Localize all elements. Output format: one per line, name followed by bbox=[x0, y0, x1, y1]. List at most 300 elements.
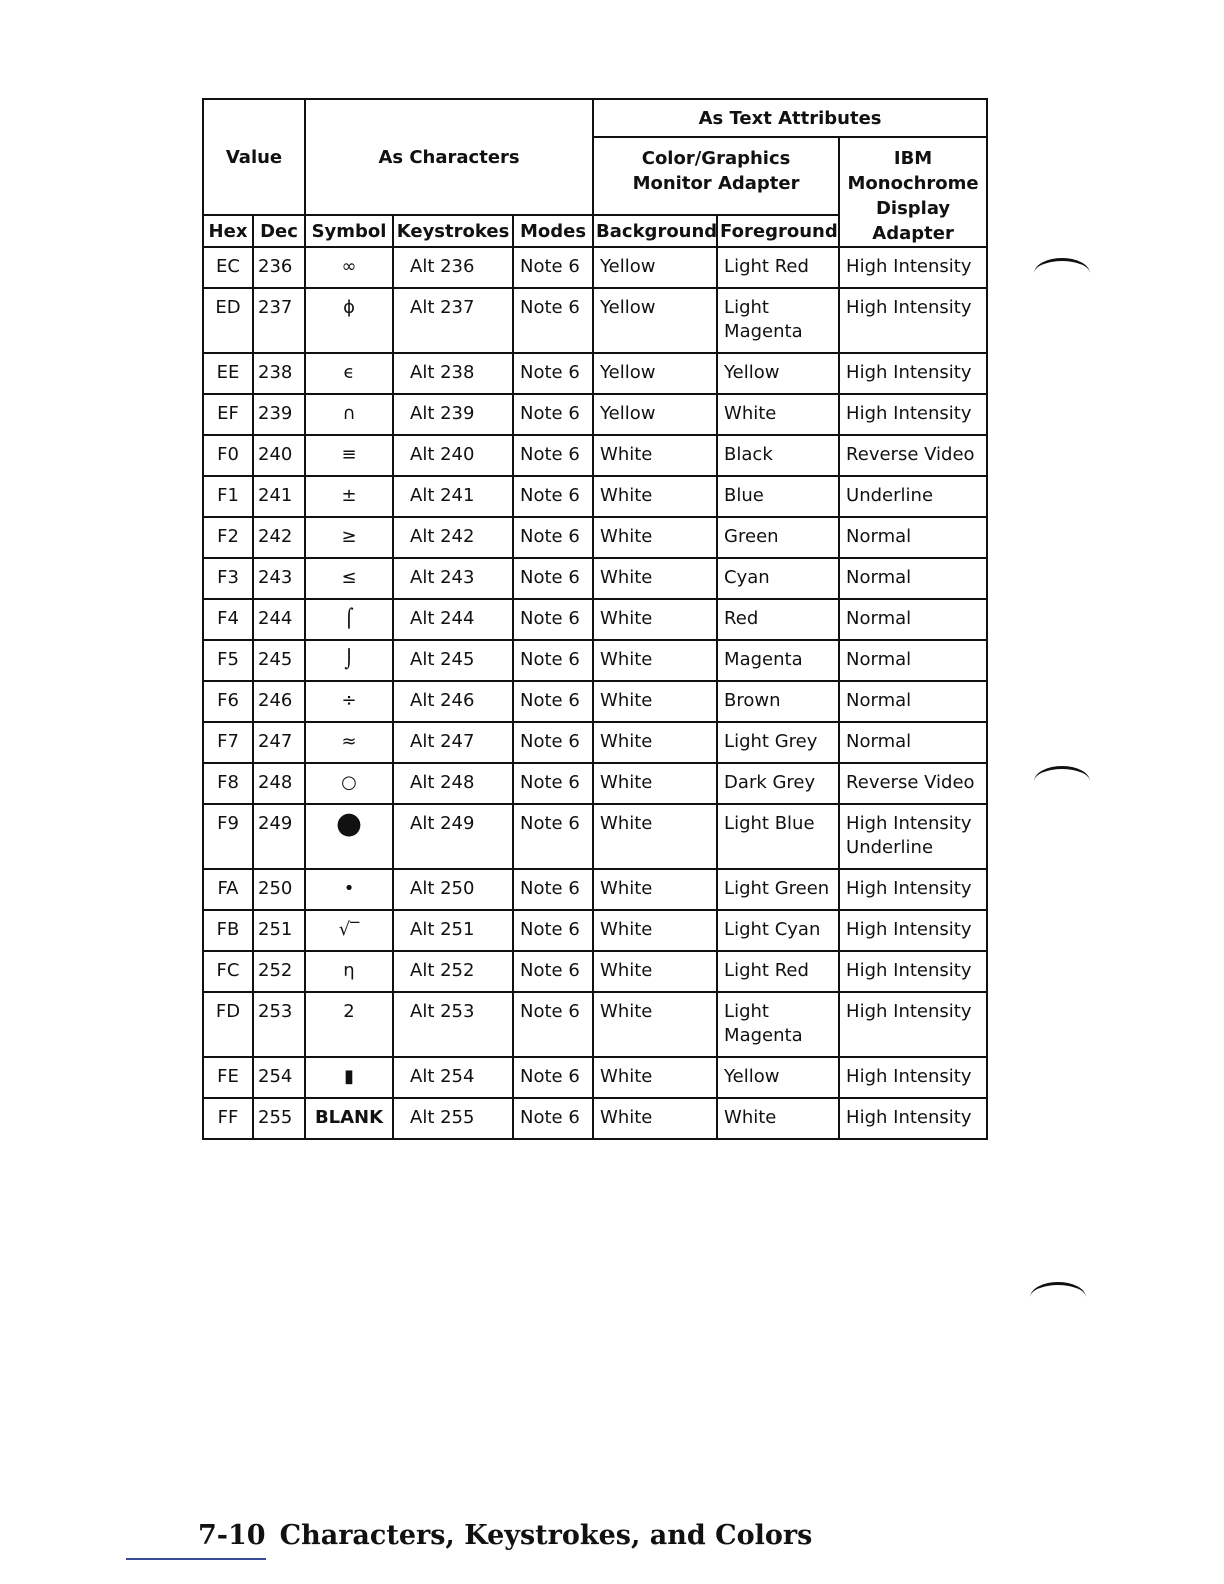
background-cell bbox=[593, 910, 717, 951]
foreground-cell bbox=[717, 288, 839, 353]
hex-cell bbox=[203, 1057, 253, 1098]
mono-attribute-cell bbox=[839, 992, 987, 1057]
keystrokes-cell bbox=[393, 517, 513, 558]
table-row bbox=[203, 869, 987, 910]
background-cell bbox=[593, 992, 717, 1057]
background-cell-text: White bbox=[600, 444, 653, 465]
table-row bbox=[203, 1098, 987, 1139]
ibm-mono-header: IBM Monochrome Display Adapter bbox=[839, 137, 987, 247]
keystrokes-cell-text: Alt 245 bbox=[410, 649, 475, 670]
foreground-cell bbox=[717, 394, 839, 435]
modes-cell bbox=[513, 804, 593, 869]
hex-cell bbox=[203, 394, 253, 435]
hex-cell-text: F4 bbox=[217, 608, 239, 629]
dec-cell-text: 243 bbox=[258, 567, 293, 588]
dec-cell-text: 252 bbox=[258, 960, 293, 981]
modes-cell-text: Note 6 bbox=[520, 485, 580, 506]
foreground-cell-text: Brown bbox=[724, 690, 781, 711]
table-row bbox=[203, 476, 987, 517]
mono-attribute-cell-text: High Intensity bbox=[846, 403, 972, 424]
dec-cell-text: 254 bbox=[258, 1066, 293, 1087]
background-cell-text: White bbox=[600, 690, 653, 711]
table-row bbox=[203, 992, 987, 1057]
foreground-cell-text: Magenta bbox=[724, 649, 803, 670]
background-cell bbox=[593, 681, 717, 722]
mono-attribute-cell-text: High Intensity bbox=[846, 919, 972, 940]
symbol-cell-text: • bbox=[343, 878, 355, 899]
foreground-cell-text: Light Red bbox=[724, 960, 809, 981]
mono-attribute-cell bbox=[839, 517, 987, 558]
table-row bbox=[203, 353, 987, 394]
modes-cell-text: Note 6 bbox=[520, 403, 580, 424]
color-graphics-header: Color/Graphics Monitor Adapter bbox=[593, 137, 839, 215]
dec-cell bbox=[253, 681, 305, 722]
mono-attribute-cell-text: Reverse Video bbox=[846, 772, 975, 793]
symbol-header: Symbol bbox=[305, 215, 393, 247]
hex-cell-text: F3 bbox=[217, 567, 239, 588]
mono-attribute-cell bbox=[839, 599, 987, 640]
modes-cell-text: Note 6 bbox=[520, 444, 580, 465]
keystrokes-cell-text: Alt 241 bbox=[410, 485, 475, 506]
background-cell bbox=[593, 763, 717, 804]
dec-cell bbox=[253, 869, 305, 910]
as-text-attributes-header: As Text Attributes bbox=[593, 99, 987, 137]
foreground-cell bbox=[717, 640, 839, 681]
foreground-cell bbox=[717, 1057, 839, 1098]
dec-cell-text: 248 bbox=[258, 772, 293, 793]
background-cell-text: White bbox=[600, 1001, 653, 1022]
mono-attribute-cell bbox=[839, 435, 987, 476]
modes-cell bbox=[513, 992, 593, 1057]
mono-attribute-cell-text: Normal bbox=[846, 567, 912, 588]
dec-cell bbox=[253, 763, 305, 804]
foreground-cell bbox=[717, 247, 839, 288]
symbol-cell-text: ∞ bbox=[341, 256, 357, 277]
symbol-cell bbox=[305, 681, 393, 722]
hex-cell bbox=[203, 435, 253, 476]
hex-cell bbox=[203, 599, 253, 640]
modes-cell-text: Note 6 bbox=[520, 608, 580, 629]
symbol-cell-text: ϵ bbox=[343, 362, 355, 383]
keystrokes-cell bbox=[393, 288, 513, 353]
page-tab-mark bbox=[1034, 766, 1090, 797]
hex-cell bbox=[203, 1098, 253, 1139]
hex-cell bbox=[203, 763, 253, 804]
character-attributes-table bbox=[202, 98, 988, 1140]
dec-cell-text: 247 bbox=[258, 731, 293, 752]
value-header: Value bbox=[203, 99, 305, 215]
modes-cell bbox=[513, 681, 593, 722]
dec-cell bbox=[253, 599, 305, 640]
symbol-cell-text: η bbox=[343, 960, 355, 981]
symbol-cell bbox=[305, 1098, 393, 1139]
symbol-cell-text: ≈ bbox=[341, 731, 357, 752]
keystrokes-cell bbox=[393, 951, 513, 992]
modes-cell-text: Note 6 bbox=[520, 878, 580, 899]
mono-attribute-cell bbox=[839, 288, 987, 353]
dec-cell bbox=[253, 1098, 305, 1139]
keystrokes-cell-text: Alt 253 bbox=[410, 1001, 475, 1022]
table-row bbox=[203, 681, 987, 722]
modes-cell bbox=[513, 869, 593, 910]
background-cell-text: White bbox=[600, 960, 653, 981]
keystrokes-cell bbox=[393, 992, 513, 1057]
dec-cell-text: 250 bbox=[258, 878, 293, 899]
symbol-cell bbox=[305, 599, 393, 640]
modes-cell-text: Note 6 bbox=[520, 526, 580, 547]
keystrokes-cell-text: Alt 250 bbox=[410, 878, 475, 899]
keystrokes-cell bbox=[393, 247, 513, 288]
table-body bbox=[203, 247, 987, 1139]
dec-cell bbox=[253, 722, 305, 763]
symbol-cell-text: ≡ bbox=[341, 444, 357, 465]
keystrokes-cell bbox=[393, 394, 513, 435]
background-cell bbox=[593, 517, 717, 558]
hex-cell-text: EF bbox=[217, 403, 239, 424]
dec-cell bbox=[253, 992, 305, 1057]
mono-attribute-cell-text: Reverse Video bbox=[846, 444, 975, 465]
modes-cell-text: Note 6 bbox=[520, 1107, 580, 1128]
modes-cell bbox=[513, 1057, 593, 1098]
dec-cell-text: 238 bbox=[258, 362, 293, 383]
symbol-cell bbox=[305, 640, 393, 681]
mono-attribute-cell-text: High Intensity bbox=[846, 878, 972, 899]
hex-cell bbox=[203, 517, 253, 558]
symbol-cell-text: ● bbox=[335, 806, 363, 841]
foreground-cell-text: Light Cyan bbox=[724, 919, 821, 940]
table-row bbox=[203, 910, 987, 951]
foreground-cell-text: White bbox=[724, 403, 777, 424]
table-row bbox=[203, 599, 987, 640]
background-cell-text: Yellow bbox=[600, 362, 656, 383]
dec-cell bbox=[253, 804, 305, 869]
hex-cell-text: FD bbox=[215, 1001, 241, 1022]
keystrokes-cell bbox=[393, 763, 513, 804]
keystrokes-cell-text: Alt 236 bbox=[410, 256, 475, 277]
hex-cell-text: F2 bbox=[217, 526, 239, 547]
symbol-cell-text: ≤ bbox=[341, 567, 357, 588]
background-cell-text: Yellow bbox=[600, 403, 656, 424]
mono-attribute-cell-text: Normal bbox=[846, 526, 912, 547]
mono-attribute-cell bbox=[839, 681, 987, 722]
keystrokes-cell bbox=[393, 910, 513, 951]
table-row bbox=[203, 804, 987, 869]
modes-cell bbox=[513, 517, 593, 558]
modes-header: Modes bbox=[513, 215, 593, 247]
dec-cell-text: 241 bbox=[258, 485, 293, 506]
keystrokes-cell-text: Alt 240 bbox=[410, 444, 475, 465]
background-cell bbox=[593, 247, 717, 288]
mono-attribute-cell-text: High Intensity Underline bbox=[846, 813, 972, 858]
table-row bbox=[203, 394, 987, 435]
dec-cell-text: 240 bbox=[258, 444, 293, 465]
background-cell bbox=[593, 476, 717, 517]
foreground-cell-text: Blue bbox=[724, 485, 764, 506]
foreground-cell bbox=[717, 992, 839, 1057]
dec-cell-text: 239 bbox=[258, 403, 293, 424]
symbol-cell-text: ▮ bbox=[344, 1066, 354, 1087]
footer-rule bbox=[126, 1558, 266, 1560]
foreground-cell bbox=[717, 1098, 839, 1139]
background-cell-text: White bbox=[600, 567, 653, 588]
background-cell-text: White bbox=[600, 608, 653, 629]
modes-cell bbox=[513, 722, 593, 763]
dec-cell bbox=[253, 640, 305, 681]
dec-cell-text: 242 bbox=[258, 526, 293, 547]
mono-attribute-cell bbox=[839, 722, 987, 763]
keystrokes-cell bbox=[393, 558, 513, 599]
hex-cell-text: FE bbox=[217, 1066, 239, 1087]
modes-cell-text: Note 6 bbox=[520, 772, 580, 793]
keystrokes-cell-text: Alt 239 bbox=[410, 403, 475, 424]
foreground-cell-text: Cyan bbox=[724, 567, 770, 588]
modes-cell bbox=[513, 599, 593, 640]
modes-cell bbox=[513, 951, 593, 992]
keystrokes-cell-text: Alt 246 bbox=[410, 690, 475, 711]
hex-cell-text: EC bbox=[216, 256, 240, 277]
as-characters-header: As Characters bbox=[305, 99, 593, 215]
mono-attribute-cell bbox=[839, 1057, 987, 1098]
dec-cell bbox=[253, 951, 305, 992]
background-cell bbox=[593, 353, 717, 394]
symbol-cell-text: ○ bbox=[341, 772, 357, 793]
foreground-cell bbox=[717, 517, 839, 558]
table-row bbox=[203, 640, 987, 681]
background-cell-text: White bbox=[600, 731, 653, 752]
dec-cell bbox=[253, 1057, 305, 1098]
symbol-cell bbox=[305, 910, 393, 951]
modes-cell-text: Note 6 bbox=[520, 256, 580, 277]
background-cell-text: White bbox=[600, 485, 653, 506]
foreground-cell bbox=[717, 763, 839, 804]
dec-cell-text: 236 bbox=[258, 256, 293, 277]
dec-cell bbox=[253, 435, 305, 476]
symbol-cell-text: ⌡ bbox=[344, 649, 354, 670]
hex-cell-text: F6 bbox=[217, 690, 239, 711]
hex-cell-text: FB bbox=[216, 919, 240, 940]
dec-cell-text: 249 bbox=[258, 813, 293, 834]
background-header: Background bbox=[593, 215, 717, 247]
mono-attribute-cell-text: Normal bbox=[846, 690, 912, 711]
foreground-cell bbox=[717, 476, 839, 517]
foreground-cell-text: Green bbox=[724, 526, 779, 547]
symbol-cell-text: ϕ bbox=[343, 297, 355, 318]
symbol-cell-text: ≥ bbox=[341, 526, 357, 547]
hex-cell bbox=[203, 910, 253, 951]
background-cell bbox=[593, 804, 717, 869]
hex-cell-text: F7 bbox=[217, 731, 239, 752]
keystrokes-cell-text: Alt 251 bbox=[410, 919, 475, 940]
keystrokes-cell-text: Alt 242 bbox=[410, 526, 475, 547]
foreground-cell-text: Black bbox=[724, 444, 773, 465]
hex-cell bbox=[203, 288, 253, 353]
modes-cell bbox=[513, 247, 593, 288]
hex-cell-text: ED bbox=[215, 297, 241, 318]
keystrokes-cell-text: Alt 237 bbox=[410, 297, 475, 318]
table-row bbox=[203, 1057, 987, 1098]
mono-attribute-cell-text: High Intensity bbox=[846, 960, 972, 981]
dec-cell-text: 251 bbox=[258, 919, 293, 940]
background-cell bbox=[593, 558, 717, 599]
mono-attribute-cell bbox=[839, 247, 987, 288]
keystrokes-cell bbox=[393, 1098, 513, 1139]
keystrokes-cell-text: Alt 247 bbox=[410, 731, 475, 752]
mono-attribute-cell bbox=[839, 951, 987, 992]
hex-cell bbox=[203, 247, 253, 288]
keystrokes-header: Keystrokes bbox=[393, 215, 513, 247]
hex-cell bbox=[203, 869, 253, 910]
symbol-cell bbox=[305, 558, 393, 599]
foreground-cell-text: White bbox=[724, 1107, 777, 1128]
modes-cell bbox=[513, 476, 593, 517]
keystrokes-cell bbox=[393, 804, 513, 869]
hex-cell bbox=[203, 951, 253, 992]
mono-attribute-cell-text: Normal bbox=[846, 608, 912, 629]
foreground-cell bbox=[717, 910, 839, 951]
hex-cell-text: EE bbox=[216, 362, 240, 383]
keystrokes-cell bbox=[393, 722, 513, 763]
modes-cell-text: Note 6 bbox=[520, 297, 580, 318]
mono-attribute-cell-text: Underline bbox=[846, 485, 934, 506]
hex-cell bbox=[203, 476, 253, 517]
symbol-cell bbox=[305, 517, 393, 558]
hex-cell-text: F1 bbox=[217, 485, 239, 506]
background-cell-text: White bbox=[600, 1066, 653, 1087]
page-tab-mark bbox=[1034, 258, 1090, 289]
background-cell-text: White bbox=[600, 526, 653, 547]
symbol-cell bbox=[305, 247, 393, 288]
background-cell bbox=[593, 1057, 717, 1098]
foreground-cell bbox=[717, 951, 839, 992]
hex-cell-text: F0 bbox=[217, 444, 239, 465]
mono-attribute-cell bbox=[839, 763, 987, 804]
foreground-cell bbox=[717, 804, 839, 869]
foreground-cell-text: Yellow bbox=[724, 1066, 780, 1087]
foreground-header: Foreground bbox=[717, 215, 839, 247]
foreground-cell-text: Light Red bbox=[724, 256, 809, 277]
symbol-cell-text: √‾ bbox=[338, 919, 360, 940]
mono-attribute-cell bbox=[839, 558, 987, 599]
hex-cell-text: FF bbox=[217, 1107, 239, 1128]
background-cell-text: White bbox=[600, 649, 653, 670]
mono-attribute-cell-text: Normal bbox=[846, 731, 912, 752]
modes-cell-text: Note 6 bbox=[520, 813, 580, 834]
keystrokes-cell bbox=[393, 640, 513, 681]
foreground-cell bbox=[717, 869, 839, 910]
foreground-cell bbox=[717, 558, 839, 599]
symbol-cell bbox=[305, 476, 393, 517]
modes-cell bbox=[513, 394, 593, 435]
background-cell-text: White bbox=[600, 878, 653, 899]
symbol-cell-text: 2 bbox=[343, 1001, 355, 1022]
hex-cell bbox=[203, 640, 253, 681]
hex-header: Hex bbox=[203, 215, 253, 247]
dec-cell-text: 237 bbox=[258, 297, 293, 318]
foreground-cell-text: Yellow bbox=[724, 362, 780, 383]
page-number: 7-10 bbox=[198, 1520, 266, 1551]
keystrokes-cell bbox=[393, 869, 513, 910]
hex-cell bbox=[203, 681, 253, 722]
symbol-cell bbox=[305, 394, 393, 435]
dec-cell-text: 244 bbox=[258, 608, 293, 629]
keystrokes-cell-text: Alt 238 bbox=[410, 362, 475, 383]
hex-cell-text: FC bbox=[216, 960, 240, 981]
keystrokes-cell bbox=[393, 476, 513, 517]
mono-attribute-cell-text: High Intensity bbox=[846, 1107, 972, 1128]
page-footer bbox=[198, 1520, 812, 1551]
dec-cell bbox=[253, 247, 305, 288]
foreground-cell-text: Light Magenta bbox=[724, 297, 803, 342]
dec-cell-text: 253 bbox=[258, 1001, 293, 1022]
modes-cell-text: Note 6 bbox=[520, 362, 580, 383]
modes-cell bbox=[513, 435, 593, 476]
hex-cell-text: F8 bbox=[217, 772, 239, 793]
table-row bbox=[203, 288, 987, 353]
background-cell bbox=[593, 599, 717, 640]
background-cell bbox=[593, 1098, 717, 1139]
table-row bbox=[203, 763, 987, 804]
modes-cell-text: Note 6 bbox=[520, 731, 580, 752]
table-row bbox=[203, 247, 987, 288]
mono-attribute-cell-text: Normal bbox=[846, 649, 912, 670]
hex-cell-text: F9 bbox=[217, 813, 239, 834]
keystrokes-cell bbox=[393, 1057, 513, 1098]
background-cell bbox=[593, 288, 717, 353]
background-cell bbox=[593, 435, 717, 476]
table-row bbox=[203, 951, 987, 992]
keystrokes-cell bbox=[393, 599, 513, 640]
mono-attribute-cell bbox=[839, 476, 987, 517]
keystrokes-cell-text: Alt 252 bbox=[410, 960, 475, 981]
table-row bbox=[203, 722, 987, 763]
hex-cell bbox=[203, 804, 253, 869]
mono-attribute-cell bbox=[839, 353, 987, 394]
modes-cell-text: Note 6 bbox=[520, 1001, 580, 1022]
symbol-cell bbox=[305, 869, 393, 910]
keystrokes-cell-text: Alt 255 bbox=[410, 1107, 475, 1128]
keystrokes-cell-text: Alt 243 bbox=[410, 567, 475, 588]
symbol-cell-text: ∩ bbox=[342, 403, 356, 424]
keystrokes-cell-text: Alt 248 bbox=[410, 772, 475, 793]
modes-cell bbox=[513, 1098, 593, 1139]
symbol-cell-text: ± bbox=[341, 485, 357, 506]
hex-cell bbox=[203, 558, 253, 599]
foreground-cell bbox=[717, 353, 839, 394]
background-cell-text: White bbox=[600, 1107, 653, 1128]
hex-cell bbox=[203, 722, 253, 763]
mono-attribute-cell-text: High Intensity bbox=[846, 1001, 972, 1022]
dec-cell bbox=[253, 517, 305, 558]
mono-attribute-cell bbox=[839, 804, 987, 869]
dec-cell bbox=[253, 288, 305, 353]
modes-cell bbox=[513, 640, 593, 681]
modes-cell-text: Note 6 bbox=[520, 919, 580, 940]
modes-cell-text: Note 6 bbox=[520, 649, 580, 670]
background-cell bbox=[593, 869, 717, 910]
mono-attribute-cell bbox=[839, 394, 987, 435]
mono-attribute-cell bbox=[839, 640, 987, 681]
symbol-cell bbox=[305, 763, 393, 804]
background-cell bbox=[593, 394, 717, 435]
background-cell-text: Yellow bbox=[600, 297, 656, 318]
foreground-cell bbox=[717, 722, 839, 763]
modes-cell bbox=[513, 910, 593, 951]
modes-cell-text: Note 6 bbox=[520, 960, 580, 981]
modes-cell bbox=[513, 763, 593, 804]
background-cell-text: Yellow bbox=[600, 256, 656, 277]
dec-cell bbox=[253, 353, 305, 394]
symbol-cell bbox=[305, 992, 393, 1057]
